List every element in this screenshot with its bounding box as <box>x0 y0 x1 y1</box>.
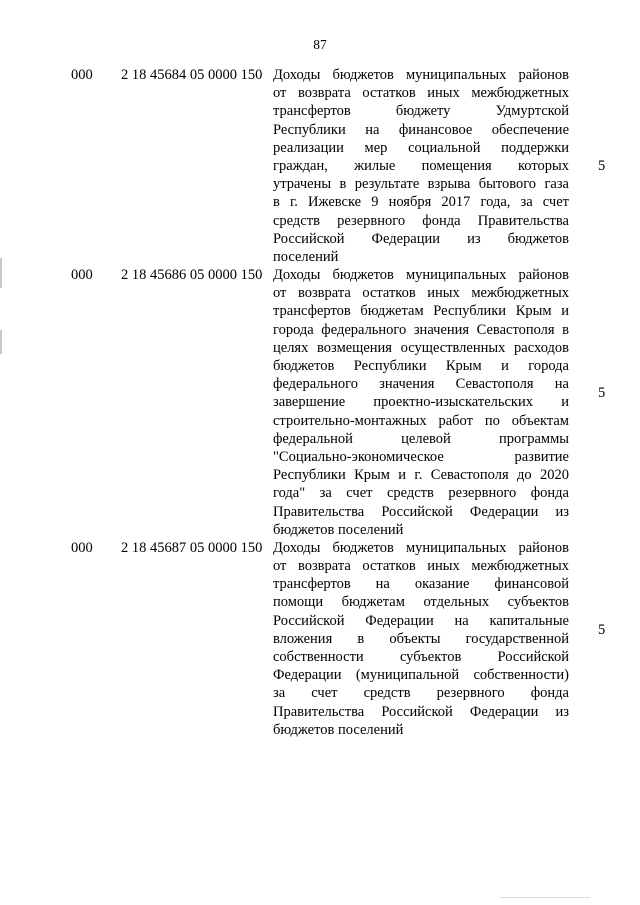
name-line: средств резервного фонда Правительства <box>273 212 569 229</box>
revenue-code: 2 18 45687 05 0000 150 <box>121 539 263 556</box>
amount: 5 <box>598 621 606 638</box>
name-line: Российской Федерации на капитальные <box>273 612 569 629</box>
revenue-code: 2 18 45684 05 0000 150 <box>121 67 263 83</box>
name-line: трансфертов бюджетам Республики Крым и <box>273 303 569 320</box>
name-line: граждан, жилые помещения которых <box>273 157 569 174</box>
revenue-name <box>273 66 569 266</box>
name-line: бюджетов Республики Крым и города <box>273 358 569 374</box>
name-line: вложения в объекты государственной <box>273 630 569 647</box>
name-line: Правительства Российской Федерации из <box>273 503 569 520</box>
name-line: в г. Ижевске 9 ноября 2017 года, за счет <box>273 194 569 211</box>
name-line: "Социально-экономическое развитие <box>273 448 569 465</box>
scan-edge-mark <box>500 897 590 898</box>
name-line: трансфертов на оказание финансовой <box>273 576 569 593</box>
name-line: трансфертов бюджету Удмуртской <box>273 103 569 120</box>
name-line: помощи бюджетам отдельных субъектов <box>273 594 569 611</box>
name-line: Доходы бюджетов муниципальных районов <box>273 67 569 83</box>
amount: 5 <box>598 385 606 402</box>
admin-code: 000 <box>71 539 93 556</box>
name-line: завершение проектно-изыскательских и <box>273 394 569 411</box>
name-line: Республики Крым и г. Севастополя до 2020 <box>273 467 569 484</box>
name-line: поселений <box>273 248 339 265</box>
amount: 5 <box>598 158 606 174</box>
name-line: от возврата остатков иных межбюджетных <box>273 558 569 575</box>
name-line: бюджетов поселений <box>273 721 404 738</box>
table-row <box>0 266 640 539</box>
name-line: за счет средств резервного фонда <box>273 685 569 702</box>
name-line: Доходы бюджетов муниципальных районов <box>273 539 569 556</box>
name-line: Доходы бюджетов муниципальных районов <box>273 267 569 284</box>
name-line: реализации мер социальной поддержки <box>273 139 569 156</box>
revenue-name <box>273 266 569 539</box>
admin-code: 000 <box>71 67 93 83</box>
revenue-code: 2 18 45686 05 0000 150 <box>121 267 263 284</box>
name-line: Федерации (муниципальной собственности) <box>273 667 569 684</box>
name-line: Республики на финансовое обеспечение <box>273 121 569 138</box>
page-number: 87 <box>313 37 327 52</box>
name-line: Правительства Российской Федерации из <box>273 703 569 720</box>
name-line: строительно-монтажных работ по объектам <box>273 412 569 429</box>
scan-edge-mark <box>0 330 2 354</box>
scan-edge-mark <box>0 258 2 288</box>
name-line: собственности субъектов Российской <box>273 649 569 665</box>
name-line: города федерального значения Севастополя в <box>273 321 569 338</box>
name-line: федеральной целевой программы <box>273 430 569 447</box>
name-line: утрачены в результате взрыва бытового газа <box>273 176 569 193</box>
name-line: от возврата остатков иных межбюджетных <box>273 85 569 102</box>
budget-table <box>0 66 640 739</box>
name-line: Российской Федерации из бюджетов <box>273 230 569 247</box>
table-row <box>0 539 640 739</box>
name-line: федерального значения Севастополя на <box>273 376 569 393</box>
name-line: целях возмещения осуществленных расходов <box>273 339 569 356</box>
admin-code: 000 <box>71 267 93 284</box>
name-line: от возврата остатков иных межбюджетных <box>273 285 569 302</box>
revenue-name <box>273 539 569 739</box>
name-line: бюджетов поселений <box>273 521 404 538</box>
table-row <box>0 66 640 266</box>
name-line: года" за счет средств резервного фонда <box>273 485 569 502</box>
